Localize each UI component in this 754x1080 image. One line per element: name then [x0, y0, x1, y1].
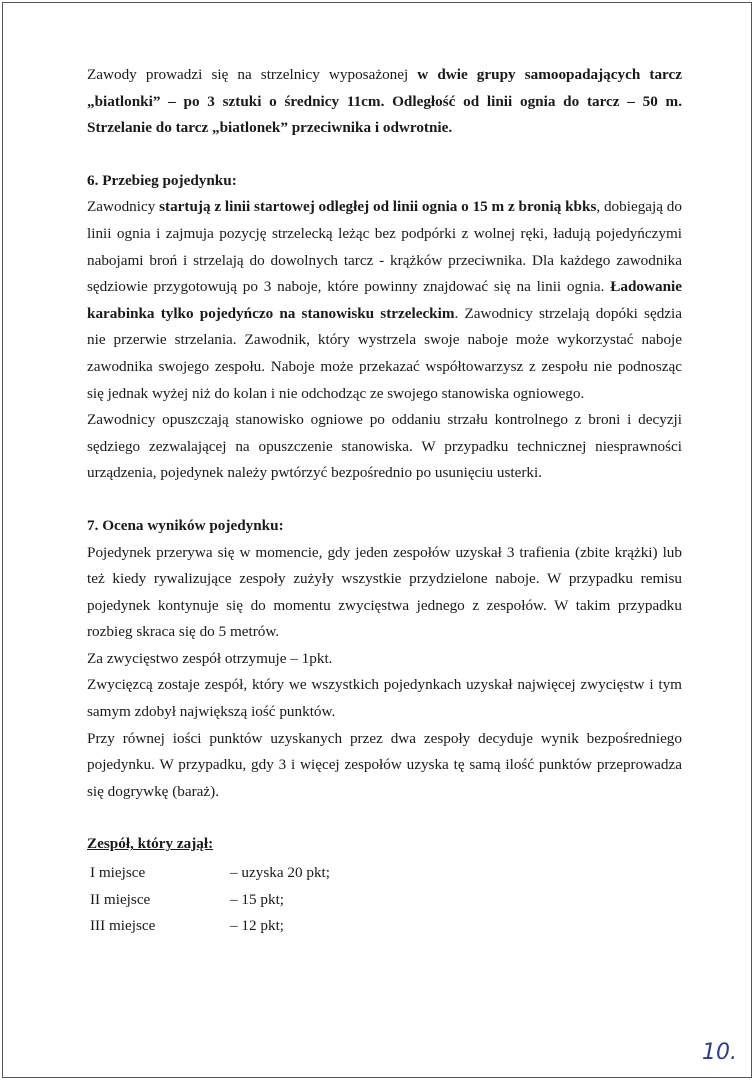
page-number: 10.: [702, 1040, 737, 1065]
section-7-heading: 7. Ocena wyników pojedynku:: [87, 516, 284, 534]
ranking-row: [87, 913, 682, 940]
section-7-paragraph-3: Zwycięzcą zostaje zespół, który we wszystkich pojedynkach uzyskał najwięcej zwycięstw i tym samym zdobył największą iość punktów.: [87, 676, 682, 721]
ranking-heading: Zespół, który zajął:: [87, 835, 214, 853]
section-6-paragraph-2: Zawodnicy opuszczają stanowisko ogniowe po oddaniu strzału kontrolnego z broni i decyzji sędziego zezwalającej na opuszczenie stanowiska. W przypadku technicznej niesprawności urządzenia, pojedynek należy pwtórzyć bezpośrednio po usunięciu usterki.: [87, 411, 682, 482]
ranking-points: – uzyska 20 pkt;: [230, 864, 330, 882]
ranking-row: [87, 860, 682, 887]
section-7-paragraph-1: Pojedynek przerywa się w momencie, gdy jeden zespołów uzyskał 3 trafienia (zbite krążki) lub też kiedy rywalizujące zespoły zużyły wszystkie przydzielone naboje. W przypadku remisu pojedynek kontynuje się do momentu zwycięstwa jednego z zespołów. W takim przypadku rozbieg skraca się do 5 metrów.: [87, 543, 682, 641]
section-6-heading: 6. Przebieg pojedynku:: [87, 171, 237, 189]
ranking-points: – 15 pkt;: [230, 890, 285, 908]
ranking-row: [87, 887, 682, 914]
ranking-list: [87, 860, 682, 940]
intro-paragraph: Zawody prowadzi się na strzelnicy wyposażonej w dwie grupy samoopadających tarcz „biatlonki” – po 3 sztuki o średnicy 11cm. Odległość od linii ognia do tarcz – 50 m. Strzelanie do tarcz „biatlonek” przeciwnika i odwrotnie.: [87, 66, 682, 137]
ranking-place: II miejsce: [90, 890, 151, 908]
ranking-points: – 12 pkt;: [230, 917, 285, 935]
ranking-place: I miejsce: [90, 864, 146, 882]
ranking-place: III miejsce: [90, 917, 156, 935]
section-6-paragraph-1: Zawodnicy startują z linii startowej odległej od linii ognia o 15 m z bronią kbks, dobiegają do linii ognia i zajmuja pozycję strzelecką leżąc bez podpórki z wolnej ręki, ładują pojedyńczymi nabojami broń i strzelają do dowolnych tarcz - krążków przeciwnika. Dla każdego zawodnika sędziowie przygotowują po 3 naboje, które powinny znajdować się na linii ognia. Ładowanie karabinka tylko pojedyńczo na stanowisku strzeleckim. Zawodnicy strzelają dopóki sędzia nie przerwie strzelania. Zawodnik, który wystrzela swoje naboje może wykorzystać naboje zawodnika swojego zespołu. Naboje może przekazać współtowarzysz z zespołu nie podnosząc się jednak wyżej niż do kolan i nie odchodząc ze swojego stanowiska ogniowego.: [87, 198, 682, 402]
document-page: [87, 62, 682, 940]
section-7-paragraph-2: Za zwycięstwo zespół otrzymuje – 1pkt.: [87, 649, 333, 667]
section-7-paragraph-4: Przy równej iości punktów uzyskanych przez dwa zespoły decyduje wynik bezpośredniego pojedynku. W przypadku, gdy 3 i więcej zespołów uzyska tę samą ilość punktów przeprowadza się dogrywkę (baraż).: [87, 729, 682, 800]
